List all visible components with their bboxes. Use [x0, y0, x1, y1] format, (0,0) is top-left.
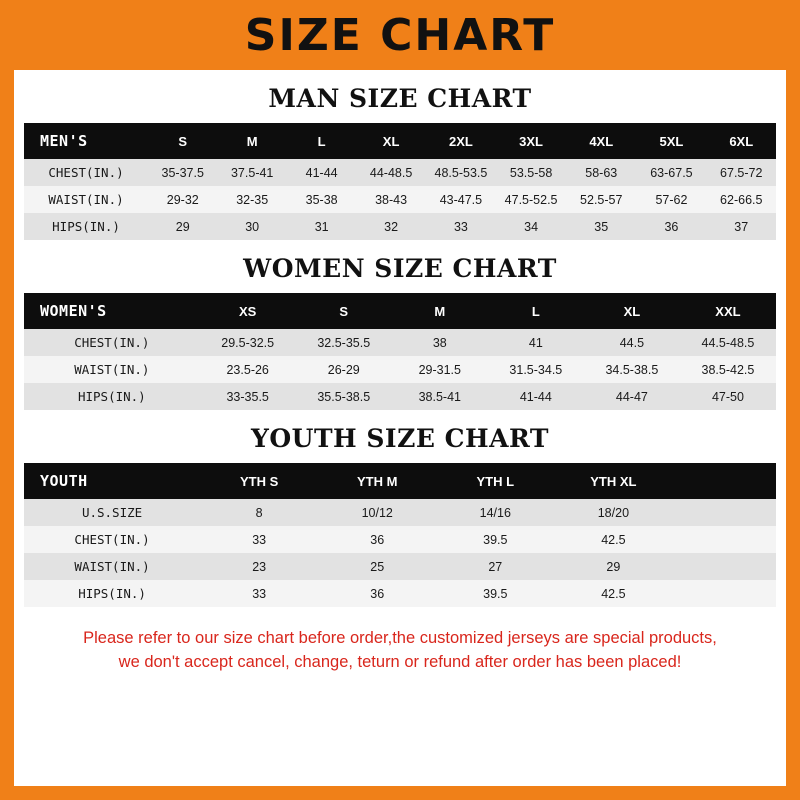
column-header: L	[287, 123, 356, 159]
table-cell: 35-37.5	[148, 159, 217, 186]
table-row	[24, 580, 776, 607]
table-cell: 29.5-32.5	[200, 329, 296, 356]
table-cell: 39.5	[436, 580, 554, 607]
table-cell: 26-29	[296, 356, 392, 383]
table-cell: 47-50	[680, 383, 776, 410]
table-body	[24, 499, 776, 607]
table-cell: 33	[200, 526, 318, 553]
table-cell: 29-32	[148, 186, 217, 213]
table-row	[24, 553, 776, 580]
table-cell: 35-38	[287, 186, 356, 213]
table-row	[24, 329, 776, 356]
table-cell: 33	[426, 213, 496, 240]
table-cell: 67.5-72	[707, 159, 776, 186]
column-header: WOMEN'S	[24, 293, 200, 329]
column-header: XS	[200, 293, 296, 329]
banner-title: SIZE CHART	[244, 9, 556, 61]
youth-section-title: YOUTH SIZE CHART	[251, 424, 549, 453]
table-cell-empty	[672, 526, 776, 553]
table-cell: 57-62	[636, 186, 706, 213]
column-header-empty	[672, 463, 776, 499]
column-header: YTH XL	[554, 463, 672, 499]
table-cell: 58-63	[566, 159, 636, 186]
table-cell: 52.5-57	[566, 186, 636, 213]
table-row	[24, 356, 776, 383]
table-row	[24, 213, 776, 240]
table-cell: 31.5-34.5	[488, 356, 584, 383]
youth-size-chart	[24, 463, 776, 607]
table-cell: 44-48.5	[356, 159, 425, 186]
column-header: MEN'S	[24, 123, 148, 159]
table-cell: 18/20	[554, 499, 672, 526]
table-header-row	[24, 463, 776, 499]
column-header: S	[296, 293, 392, 329]
table-cell: 44-47	[584, 383, 680, 410]
table-cell: 32-35	[217, 186, 286, 213]
table-cell: 38	[392, 329, 488, 356]
table-cell: 8	[200, 499, 318, 526]
table-cell: 62-66.5	[707, 186, 776, 213]
table-cell: 36	[318, 580, 436, 607]
table-cell: 38-43	[356, 186, 425, 213]
bottom-strip	[0, 786, 800, 800]
table-header	[24, 293, 776, 329]
row-header: WAIST(IN.)	[24, 553, 200, 580]
table-cell: 33-35.5	[200, 383, 296, 410]
row-header: CHEST(IN.)	[24, 159, 148, 186]
table-cell: 44.5-48.5	[680, 329, 776, 356]
table-cell: 23	[200, 553, 318, 580]
table-cell: 39.5	[436, 526, 554, 553]
column-header: 2XL	[426, 123, 496, 159]
table-header	[24, 463, 776, 499]
table-cell: 41	[488, 329, 584, 356]
table-cell: 41-44	[287, 159, 356, 186]
table-cell: 29-31.5	[392, 356, 488, 383]
footer-note-line-1: Please refer to our size chart before order,the customized jerseys are special products,	[83, 629, 717, 647]
column-header: YTH S	[200, 463, 318, 499]
column-header: XL	[584, 293, 680, 329]
column-header: XXL	[680, 293, 776, 329]
column-header: 3XL	[496, 123, 566, 159]
table-header-row	[24, 293, 776, 329]
table-cell: 30	[217, 213, 286, 240]
column-header: M	[217, 123, 286, 159]
column-header: 4XL	[566, 123, 636, 159]
column-header: YTH L	[436, 463, 554, 499]
table-row	[24, 383, 776, 410]
table-body	[24, 159, 776, 240]
row-header: HIPS(IN.)	[24, 580, 200, 607]
column-header: YTH M	[318, 463, 436, 499]
row-header: WAIST(IN.)	[24, 186, 148, 213]
table-cell-empty	[672, 499, 776, 526]
table-cell: 29	[148, 213, 217, 240]
content	[14, 84, 786, 675]
column-header: L	[488, 293, 584, 329]
footer-note	[24, 623, 776, 675]
table-cell: 37	[707, 213, 776, 240]
women-section-title: WOMEN SIZE CHART	[243, 254, 557, 283]
table-cell: 35.5-38.5	[296, 383, 392, 410]
table-cell: 38.5-41	[392, 383, 488, 410]
table-cell: 29	[554, 553, 672, 580]
column-header: YOUTH	[24, 463, 200, 499]
table-cell: 37.5-41	[217, 159, 286, 186]
table-cell: 38.5-42.5	[680, 356, 776, 383]
table-cell: 34.5-38.5	[584, 356, 680, 383]
man-size-chart	[24, 123, 776, 240]
table-cell-empty	[672, 553, 776, 580]
table-cell: 41-44	[488, 383, 584, 410]
table-cell: 63-67.5	[636, 159, 706, 186]
table-cell: 47.5-52.5	[496, 186, 566, 213]
table-cell: 10/12	[318, 499, 436, 526]
table-cell: 32.5-35.5	[296, 329, 392, 356]
table-cell: 48.5-53.5	[426, 159, 496, 186]
table-cell: 42.5	[554, 580, 672, 607]
table-cell: 36	[318, 526, 436, 553]
table-cell: 42.5	[554, 526, 672, 553]
column-header: XL	[356, 123, 425, 159]
table-cell: 27	[436, 553, 554, 580]
man-section-title: MAN SIZE CHART	[268, 84, 532, 113]
table-cell: 25	[318, 553, 436, 580]
table-cell: 31	[287, 213, 356, 240]
table-cell-empty	[672, 580, 776, 607]
table-row	[24, 159, 776, 186]
table-cell: 35	[566, 213, 636, 240]
row-header: HIPS(IN.)	[24, 213, 148, 240]
banner	[14, 0, 786, 70]
row-header: CHEST(IN.)	[24, 329, 200, 356]
table-cell: 36	[636, 213, 706, 240]
footer-note-line-2: we don't accept cancel, change, teturn or refund after order has been placed!	[118, 652, 682, 671]
table-cell: 33	[200, 580, 318, 607]
table-cell: 32	[356, 213, 425, 240]
table-cell: 14/16	[436, 499, 554, 526]
table-row	[24, 186, 776, 213]
table-cell: 53.5-58	[496, 159, 566, 186]
table-header-row	[24, 123, 776, 159]
table-header	[24, 123, 776, 159]
column-header: 5XL	[636, 123, 706, 159]
column-header: 6XL	[707, 123, 776, 159]
row-header: U.S.SIZE	[24, 499, 200, 526]
table-cell: 23.5-26	[200, 356, 296, 383]
table-cell: 34	[496, 213, 566, 240]
table-row	[24, 526, 776, 553]
table-body	[24, 329, 776, 410]
row-header: WAIST(IN.)	[24, 356, 200, 383]
table-cell: 44.5	[584, 329, 680, 356]
column-header: M	[392, 293, 488, 329]
women-size-chart	[24, 293, 776, 410]
column-header: S	[148, 123, 217, 159]
table-row	[24, 499, 776, 526]
row-header: CHEST(IN.)	[24, 526, 200, 553]
table-cell: 43-47.5	[426, 186, 496, 213]
row-header: HIPS(IN.)	[24, 383, 200, 410]
